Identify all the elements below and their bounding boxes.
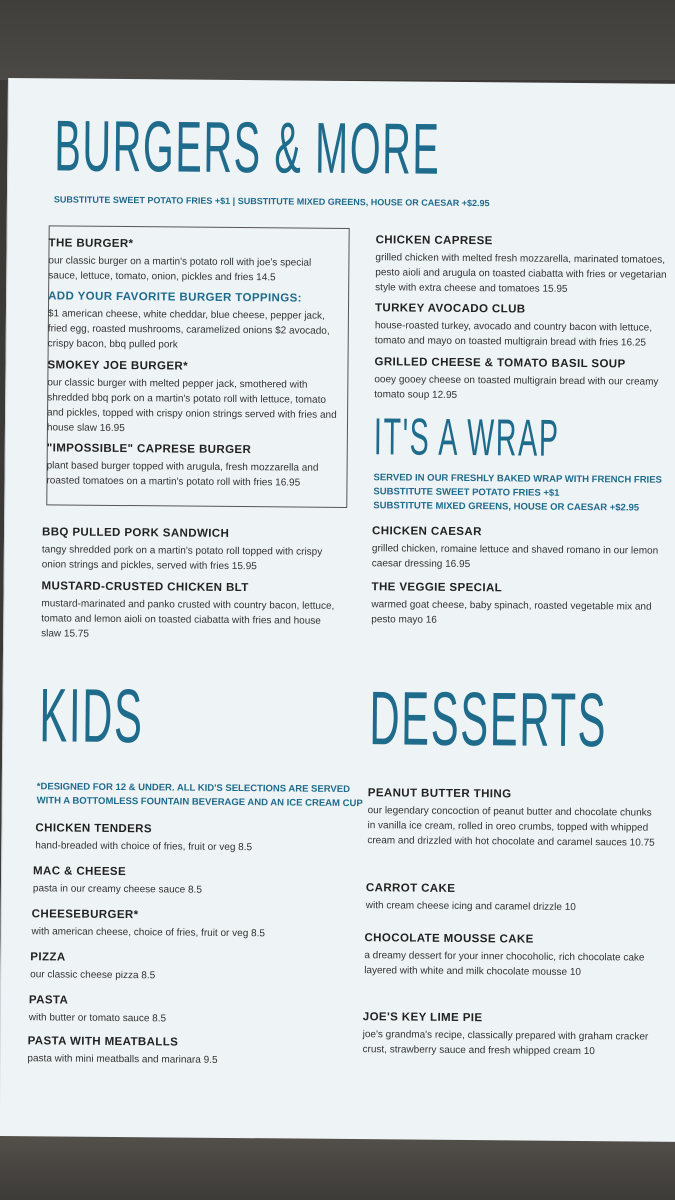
item-name: CHICKEN TENDERS	[35, 822, 153, 836]
item-description: our classic cheese pizza 8.5	[30, 969, 156, 982]
item-description: grilled chicken, romaine lettuce and shaved romano in our lemon caesar dressing 16.95	[371, 543, 659, 571]
item-description: plant based burger topped with arugula, fresh mozzarella and roasted tomatoes on a martin's potato roll with fries 16.95	[46, 460, 319, 489]
kids-note-line: WITH A BOTTOMLESS FOUNTAIN BEVERAGE AND AN ICE CREAM CUP	[36, 795, 363, 810]
item-description: pasta in our creamy cheese sauce 8.5	[32, 883, 202, 896]
menu-item	[29, 993, 329, 1028]
item-description: warmed goat cheese, baby spinach, roasted vegetable mix and pesto mayo 16	[371, 599, 652, 626]
menu-item	[367, 786, 658, 851]
menu-item	[372, 524, 667, 574]
item-description: mustard-marinated and panko crusted with country bacon, lettuce, tomato and lemon aioli on toasted ciabatta with fries and house slaw 15.75	[41, 598, 335, 640]
item-name: MAC & CHEESE	[33, 865, 127, 879]
menu-item	[374, 355, 669, 405]
menu-item	[371, 580, 666, 630]
wrap-note-line: SERVED IN OUR FRESHLY BAKED WRAP WITH FRENCH FRIES	[373, 472, 662, 486]
menu-item	[35, 821, 335, 856]
menu-item	[42, 525, 342, 575]
item-description: our legendary concoction of peanut butter and chocolate chunks in vanilla ice cream, rolled in oreo crumbs, topped with whipped cream and drizzled with hot chocolate and caramel sauces 10.75	[367, 805, 655, 849]
menu-item	[366, 881, 656, 916]
item-description: with cream cheese icing and caramel drizzle 10	[365, 900, 576, 913]
item-description: our classic burger with melted pepper jack, smothered with shredded bbq pork on a martin's potato roll with lettuce, tomato and pickles, topped with crispy onion strings served with fries and house slaw 16.95	[46, 377, 337, 435]
table-background-top	[0, 0, 675, 80]
item-description: with butter or tomato sauce 8.5	[28, 1012, 167, 1025]
item-name: GRILLED CHEESE & TOMATO BASIL SOUP	[374, 356, 626, 371]
toppings-block	[48, 289, 339, 354]
wrap-note-line: SUBSTITUTE SWEET POTATO FRIES +$1	[373, 486, 560, 499]
item-name: CARROT CAKE	[365, 882, 456, 895]
item-name: SMOKEY JOE BURGER*	[47, 359, 189, 373]
item-description: with american cheese, choice of fries, fruit or veg 8.5	[31, 926, 266, 940]
item-name: JOE'S KEY LIME PIE	[362, 1011, 483, 1025]
menu-item	[46, 441, 336, 491]
menu-item	[47, 358, 338, 438]
item-name: MUSTARD-CRUSTED CHICKEN BLT	[41, 580, 249, 595]
item-name: CHICKEN CAESAR	[372, 525, 482, 539]
burgers-heading: BURGERS & MORE	[54, 106, 441, 190]
menu-item	[362, 1010, 652, 1060]
item-description: a dreamy dessert for your inner chocoholic, rich chocolate cake layered with white and milk chocolate mousse 10	[364, 950, 645, 979]
menu-page	[0, 78, 675, 1142]
menu-item	[375, 233, 671, 298]
item-name: THE BURGER*	[48, 237, 134, 251]
kids-note-line: *DESIGNED FOR 12 & UNDER. ALL KID'S SELECTIONS ARE SERVED	[36, 781, 351, 796]
kids-heading: KIDS	[39, 673, 144, 760]
item-name: BBQ PULLED PORK SANDWICH	[41, 526, 230, 540]
item-name: PEANUT BUTTER THING	[367, 787, 512, 801]
menu-item	[375, 301, 670, 351]
item-name: PASTA WITH MEATBALLS	[27, 1035, 179, 1049]
item-name: PASTA	[28, 994, 69, 1007]
wrap-note-line: SUBSTITUTE MIXED GREENS, HOUSE OR CAESAR +$2.95	[373, 500, 640, 514]
menu-item	[27, 1034, 327, 1069]
item-description: house-roasted turkey, avocado and country bacon with lettuce, tomato and mayo on toasted multigrain bread with fries 16.25	[374, 320, 653, 349]
item-description: grilled chicken with melted fresh mozzarella, marinated tomatoes, pesto aioli and arugula on toasted ciabatta with fries or vegetarian style with extra cheese and tomatoes 15.95	[375, 252, 667, 295]
item-name: CHOCOLATE MOUSSE CAKE	[364, 932, 534, 946]
burgers-substitution-note: SUBSTITUTE SWEET POTATO FRIES +$1 | SUBSTITUTE MIXED GREENS, HOUSE OR CAESAR +$2.95	[53, 194, 490, 209]
item-description: joe's grandma's recipe, classically prepared with graham cracker crust, strawberry sauce and fresh whipped cream 10	[362, 1029, 649, 1058]
menu-item	[48, 236, 338, 286]
toppings-title: ADD YOUR FAVORITE BURGER TOPPINGS:	[48, 290, 302, 305]
item-description: our classic burger on a martin's potato roll with joe's special sauce, lettuce, tomato, onion, pickles and fries 14.5	[48, 255, 312, 284]
item-name: "IMPOSSIBLE" CAPRESE BURGER	[46, 442, 252, 457]
menu-item	[33, 864, 333, 899]
item-name: THE VEGGIE SPECIAL	[371, 581, 503, 595]
toppings-description: $1 american cheese, white cheddar, blue cheese, pepper jack, fried egg, roasted mushrooms, caramelized onions $2 avocado, crispy bacon, bbq pulled pork	[47, 308, 330, 351]
desserts-heading: DESSERTS	[369, 676, 608, 764]
item-description: pasta with mini meatballs and marinara 9.5	[27, 1053, 218, 1066]
wrap-heading: IT'S A WRAP	[373, 408, 560, 468]
menu-item	[30, 950, 330, 985]
menu-item	[41, 579, 342, 644]
menu-item	[364, 931, 654, 981]
item-name: CHICKEN CAPRESE	[375, 234, 493, 248]
item-name: TURKEY AVOCADO CLUB	[374, 302, 526, 316]
menu-item	[31, 907, 331, 942]
item-description: ooey gooey cheese on toasted multigrain bread with our creamy tomato soup 12.95	[374, 374, 659, 401]
item-name: PIZZA	[30, 951, 66, 964]
item-description: hand-breaded with choice of fries, fruit or veg 8.5	[35, 840, 253, 854]
item-description: tangy shredded pork on a martin's potato roll topped with crispy onion strings and pickles, served with fries 15.95	[41, 544, 323, 573]
item-name: CHEESEBURGER*	[31, 908, 139, 922]
